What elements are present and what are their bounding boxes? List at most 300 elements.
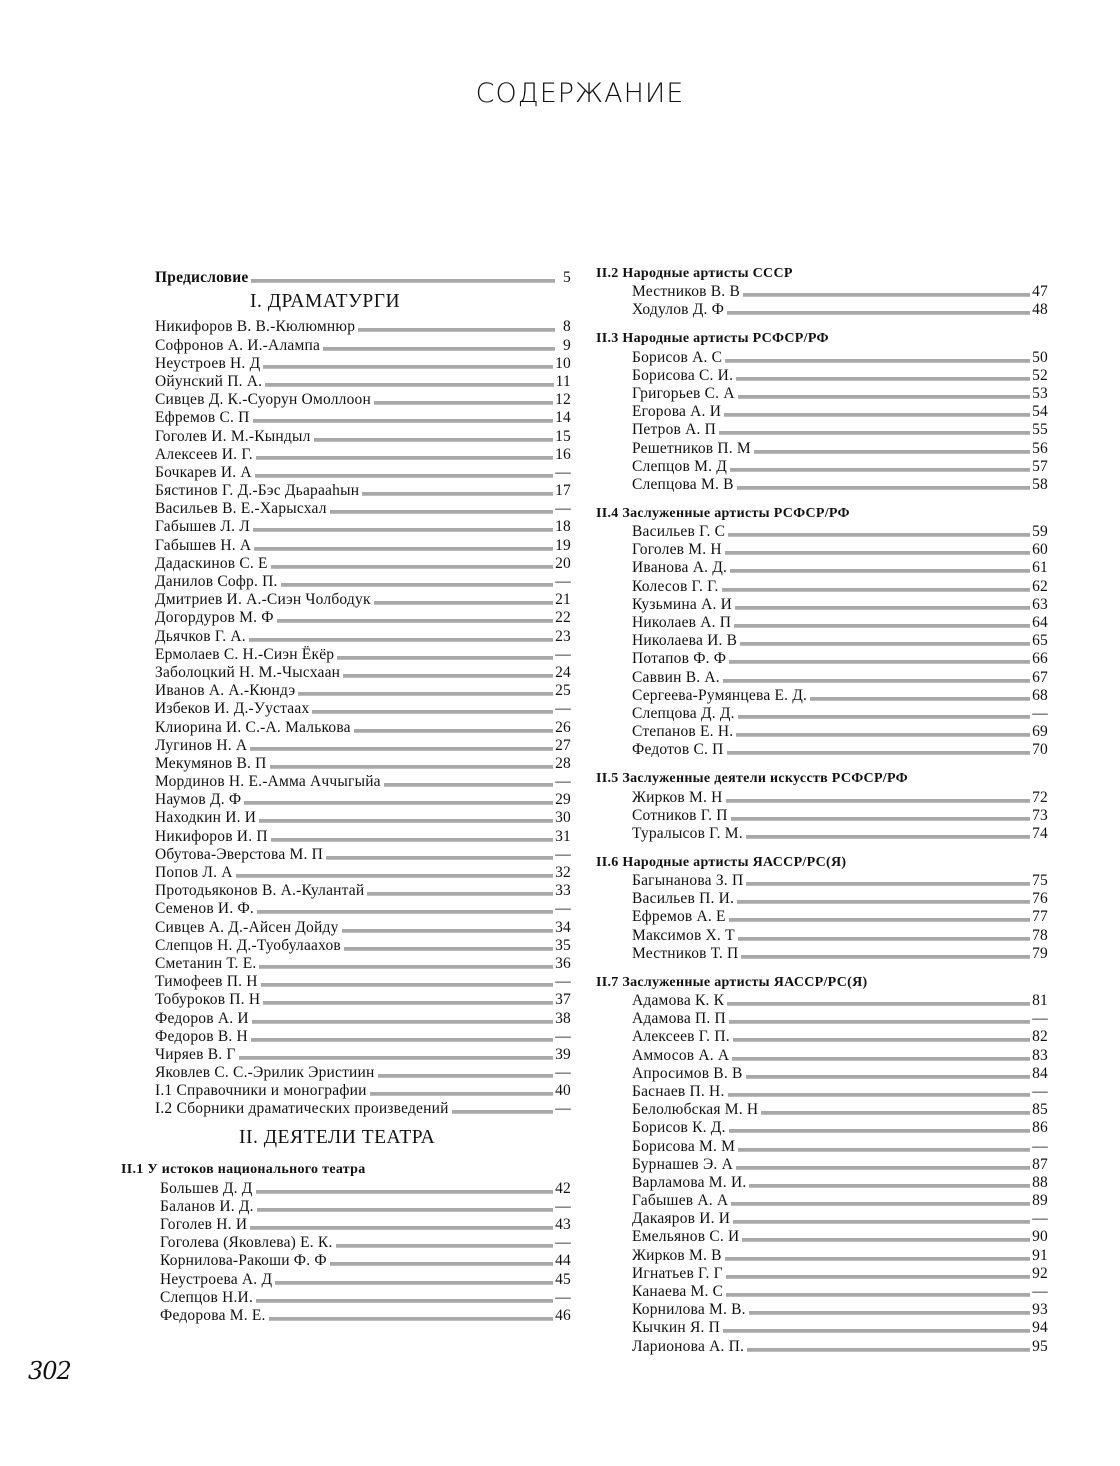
entry-name: Гоголев И. М.-Кындыл	[155, 427, 311, 445]
entry-name: Корнилова М. В.	[632, 1301, 746, 1319]
toc-entry[interactable]	[160, 1269, 571, 1287]
entry-name: Чиряев В. Г	[155, 1045, 236, 1063]
toc-entry[interactable]	[632, 1227, 1048, 1245]
leader-line	[330, 1262, 553, 1266]
entry-page: 88	[1032, 1173, 1048, 1191]
leader-line	[730, 569, 1030, 573]
entry-page: —	[1032, 1210, 1048, 1228]
leader-line	[250, 1226, 553, 1230]
leader-line	[263, 1001, 553, 1005]
leader-line	[728, 533, 1030, 537]
entry-page: 38	[555, 1009, 571, 1027]
section-entries	[596, 787, 1048, 842]
entry-page: 74	[1032, 824, 1048, 842]
toc-entry[interactable]	[160, 1197, 571, 1215]
toc-entry[interactable]	[632, 300, 1048, 318]
leader-line	[728, 1093, 1031, 1097]
leader-line	[725, 359, 1030, 363]
leader-line	[236, 874, 553, 878]
toc-entry[interactable]	[155, 372, 571, 390]
leader-line	[354, 729, 553, 733]
toc-entry[interactable]	[155, 736, 571, 754]
entry-name: Избеков И. Д.-Уустаах	[155, 700, 310, 718]
toc-entry[interactable]	[632, 1118, 1048, 1136]
leader-line	[738, 937, 1030, 941]
entry-name: Корнилова-Ракоши Ф. Ф	[160, 1252, 327, 1270]
leader-line	[337, 656, 553, 660]
section-title[interactable]: II.4 Заслуженные артисты РСФСР/РФ	[596, 505, 850, 521]
leader-line	[256, 456, 553, 460]
entry-page: 25	[555, 682, 571, 700]
toc-entry[interactable]	[160, 1306, 571, 1324]
toc-entry[interactable]	[155, 863, 571, 881]
leader-line	[727, 751, 1031, 755]
section-title[interactable]: II.6 Народные артисты ЯАССР/РС(Я)	[596, 854, 847, 870]
leader-line	[312, 710, 553, 714]
entry-name: Мекумянов В. П	[155, 754, 267, 772]
leader-line	[362, 492, 553, 496]
toc-entry[interactable]	[632, 1318, 1048, 1336]
entry-page: 36	[555, 954, 571, 972]
leader-line	[746, 882, 1030, 886]
toc-entry[interactable]	[155, 881, 571, 899]
toc-entry[interactable]	[155, 1063, 571, 1081]
entry-name: Лугинов Н. А	[155, 736, 248, 754]
leader-line	[743, 293, 1030, 297]
entry-page: 22	[555, 609, 571, 627]
toc-entry[interactable]	[155, 445, 571, 463]
entry-page: 34	[555, 918, 571, 936]
entry-name: Игнатьев Г. Г	[632, 1264, 723, 1282]
toc-entry[interactable]	[155, 354, 571, 372]
entry-name: Варламова М. И.	[632, 1173, 747, 1191]
toc-entry[interactable]	[155, 826, 571, 844]
leader-line	[722, 588, 1031, 592]
entry-name: Кычкин Я. П	[632, 1319, 721, 1337]
toc-entry[interactable]	[155, 481, 571, 499]
entry-name: Петров А. П	[632, 421, 717, 439]
toc-entry[interactable]	[632, 1136, 1048, 1154]
entry-page: 70	[1032, 741, 1048, 759]
entry-page: 85	[1032, 1101, 1048, 1119]
entry-name: Федорова М. Е.	[160, 1306, 266, 1324]
toc-entry[interactable]	[632, 1336, 1048, 1354]
toc-entry[interactable]	[155, 1099, 571, 1117]
entry-name: Борисова М. М	[632, 1137, 736, 1155]
toc-entry[interactable]	[632, 1100, 1048, 1118]
entry-name: Клиорина И. С.-А. Малькова	[155, 718, 351, 736]
entry-page: —	[1032, 1283, 1048, 1300]
leader-line	[269, 1317, 553, 1321]
toc-entry[interactable]	[632, 740, 1048, 758]
entry-name: Егорова А. И	[632, 403, 722, 421]
entry-name: Данилов Софр. П.	[155, 573, 278, 590]
toc-entry[interactable]	[155, 954, 571, 972]
entry-name: Слепцова Д. Д.	[632, 704, 735, 722]
entry-page: 24	[555, 663, 571, 681]
toc-entry[interactable]	[632, 991, 1048, 1009]
leader-line	[344, 947, 553, 951]
leader-line	[761, 1111, 1030, 1115]
entry-name: Ефремов С. П	[155, 409, 250, 427]
entry-page: 30	[555, 809, 571, 827]
toc-entry[interactable]	[160, 1251, 571, 1269]
toc-entry[interactable]	[155, 317, 571, 335]
toc-entry[interactable]	[632, 1009, 1048, 1027]
entry-name: Ларионова А. П.	[632, 1337, 745, 1355]
toc-entry[interactable]	[155, 899, 571, 917]
entry-page: 45	[555, 1270, 571, 1288]
entry-page: 9	[563, 336, 571, 354]
entry-page: 23	[555, 627, 571, 645]
entry-name: Максимов Х. Т	[632, 926, 735, 944]
entry-name: Ефремов А. Е	[632, 908, 726, 926]
toc-entry[interactable]	[632, 907, 1048, 925]
entry-name: Канаева М. С	[632, 1283, 724, 1300]
leader-line	[719, 431, 1030, 435]
leader-line	[725, 551, 1030, 555]
entry-page: 32	[555, 864, 571, 881]
toc-entry[interactable]	[632, 522, 1048, 540]
toc-entry[interactable]	[155, 1008, 571, 1026]
entry-page: —	[555, 1234, 571, 1252]
toc-entry[interactable]	[155, 972, 571, 990]
toc-entry[interactable]	[632, 686, 1048, 704]
leader-line	[749, 1311, 1030, 1315]
leader-line	[249, 638, 553, 642]
toc-entry[interactable]	[155, 645, 571, 663]
toc-entry[interactable]	[160, 1215, 571, 1233]
toc-entry[interactable]	[155, 845, 571, 863]
entry-page: 91	[1032, 1246, 1048, 1264]
entry-page: 19	[555, 536, 571, 554]
toc-entry[interactable]	[155, 1081, 571, 1099]
entry-page: —	[555, 463, 571, 481]
entry-page: 11	[555, 372, 571, 390]
section-title[interactable]: II.7 Заслуженные артисты ЯАССР/РС(Я)	[596, 974, 868, 990]
entry-page: 57	[1032, 457, 1048, 475]
entry-page: 66	[1032, 650, 1048, 668]
toc-entry[interactable]	[632, 649, 1048, 667]
entry-page: 42	[555, 1179, 571, 1197]
section-title[interactable]: II.5 Заслуженные деятели искусств РСФСР/РФ	[596, 771, 908, 787]
leader-line	[727, 311, 1030, 315]
entry-name: Семенов И. Ф.	[155, 900, 254, 918]
leader-line	[733, 1220, 1030, 1224]
leader-line	[343, 674, 553, 678]
entry-name: I.1 Справочники и монографии	[155, 1082, 367, 1100]
toc-entry[interactable]	[155, 1045, 571, 1063]
entry-page: 79	[1032, 944, 1048, 962]
dramatists-list	[155, 317, 571, 1117]
toc-entry[interactable]	[155, 590, 571, 608]
toc-entry[interactable]	[155, 554, 571, 572]
toc-entry[interactable]	[155, 499, 571, 517]
entry-name: Васильев П. И.	[632, 890, 735, 908]
toc-entry[interactable]	[160, 1288, 571, 1306]
leader-line	[729, 1020, 1030, 1024]
leader-line	[741, 955, 1030, 959]
leader-line	[374, 401, 553, 405]
toc-entry[interactable]	[632, 347, 1048, 365]
entry-page: 65	[1032, 632, 1048, 650]
toc-entry[interactable]	[155, 917, 571, 935]
entry-name: Слепцов Н. Д.-Туобулаахов	[155, 936, 341, 954]
toc-entry[interactable]	[632, 944, 1048, 962]
entry-name: Гоголев М. Н	[632, 541, 722, 559]
leader-line	[747, 1348, 1030, 1352]
toc-entry[interactable]	[632, 1245, 1048, 1263]
entry-name: Дакаяров И. И	[632, 1210, 731, 1228]
entry-page: 55	[1032, 421, 1048, 439]
entry-page: —	[1032, 1010, 1048, 1028]
toc-entry[interactable]	[632, 1209, 1048, 1227]
leader-line	[251, 279, 555, 283]
entry-name: Тобуроков П. Н	[155, 991, 261, 1009]
toc-entry[interactable]	[632, 1027, 1048, 1045]
toc-entry[interactable]	[632, 420, 1048, 438]
toc-entry[interactable]	[155, 463, 571, 481]
entry-name: Саввин В. А.	[632, 668, 720, 686]
entry-name: Бочкарев И. А	[155, 463, 252, 481]
entry-page: 48	[1032, 301, 1048, 319]
entry-name: Алексеев Г. П.	[632, 1028, 730, 1046]
toc-entry[interactable]	[155, 990, 571, 1008]
entry-page: 89	[1032, 1192, 1048, 1210]
leader-line	[726, 1275, 1030, 1279]
leader-line	[730, 468, 1030, 472]
toc-entry[interactable]	[632, 889, 1048, 907]
toc-section	[596, 265, 1048, 318]
entry-name: Аммосов А. А	[632, 1046, 730, 1064]
toc-entry[interactable]	[155, 717, 571, 735]
leader-line	[255, 474, 554, 478]
entry-page: 93	[1032, 1301, 1048, 1319]
part-heading-dramatists: I. ДРАМАТУРГИ	[250, 291, 401, 313]
leader-line	[358, 328, 555, 332]
entry-page: 92	[1032, 1264, 1048, 1282]
entry-page: —	[555, 773, 571, 791]
entry-name: Попов Л. А	[155, 864, 233, 881]
leader-line	[746, 835, 1030, 839]
toc-entry[interactable]	[632, 613, 1048, 631]
part-heading-theatre-figures: II. ДЕЯТЕЛИ ТЕАТРА	[239, 1127, 436, 1149]
entry-page: 21	[555, 591, 571, 609]
toc-entry[interactable]	[632, 595, 1048, 613]
toc-entry[interactable]	[155, 626, 571, 644]
leader-line	[740, 642, 1030, 646]
entry-page: 60	[1032, 541, 1048, 559]
entry-page: —	[555, 973, 571, 991]
section-title[interactable]: II.1 У истоков национального театра	[121, 1162, 366, 1178]
entry-name: Сивцев Д. К.-Суорун Омоллоон	[155, 391, 371, 409]
section-title[interactable]: II.3 Народные артисты РСФСР/РФ	[596, 331, 829, 347]
entry-page: 75	[1032, 872, 1048, 890]
entry-name: Колесов Г. Г.	[632, 577, 719, 595]
toc-entry[interactable]	[155, 772, 571, 790]
leader-line	[251, 1038, 553, 1042]
toc-left-column	[121, 268, 571, 1324]
entry-page: —	[555, 573, 571, 590]
toc-entry[interactable]	[155, 1027, 571, 1045]
entry-page: —	[555, 645, 571, 663]
toc-entry[interactable]	[155, 390, 571, 408]
entry-name: Белолюбская М. Н	[632, 1101, 759, 1119]
leader-line	[810, 697, 1030, 701]
entry-page: —	[555, 1027, 571, 1045]
toc-section	[596, 770, 1048, 842]
leader-line	[732, 1057, 1030, 1061]
toc-entry[interactable]	[632, 806, 1048, 824]
toc-entry[interactable]	[632, 631, 1048, 649]
entry-page: 44	[555, 1252, 571, 1270]
toc-entry[interactable]	[155, 663, 571, 681]
entry-name: Григорьев С. А	[632, 384, 735, 402]
entry-page: 87	[1032, 1155, 1048, 1173]
toc-entry[interactable]	[155, 790, 571, 808]
entry-page: 62	[1032, 577, 1048, 595]
leader-line	[738, 1148, 1030, 1152]
toc-entry[interactable]	[155, 335, 571, 353]
leader-line	[253, 419, 554, 423]
toc-entry[interactable]	[155, 517, 571, 535]
toc-entry[interactable]	[632, 1300, 1048, 1318]
leader-line	[742, 1238, 1030, 1242]
leader-line	[257, 1208, 554, 1212]
toc-entry[interactable]	[632, 540, 1048, 558]
toc-entry[interactable]	[155, 754, 571, 772]
entry-page: —	[555, 845, 571, 863]
entry-page: 26	[555, 718, 571, 736]
toc-entry[interactable]	[632, 475, 1048, 493]
toc-entry[interactable]	[632, 282, 1048, 300]
entry-name: Борисов А. С	[632, 348, 723, 366]
toc-section	[596, 974, 1048, 1355]
leader-line	[734, 624, 1030, 628]
toc-entry[interactable]	[632, 1155, 1048, 1173]
toc-entry[interactable]	[632, 402, 1048, 420]
entry-name: Никифоров И. П	[155, 827, 268, 845]
entry-page: 39	[555, 1045, 571, 1063]
toc-entry[interactable]	[155, 572, 571, 590]
toc-entry[interactable]	[155, 808, 571, 826]
entry-name: Бястинов Г. Д.-Бэс Дьарааhын	[155, 482, 360, 500]
toc-entry-preface[interactable]	[155, 268, 571, 286]
entry-name: Большев Д. Д	[160, 1179, 253, 1197]
entry-name: Местников Т. П	[632, 944, 739, 962]
leader-line	[265, 383, 553, 387]
toc-entry[interactable]	[155, 408, 571, 426]
toc-entry[interactable]	[632, 576, 1048, 594]
toc-entry[interactable]	[632, 457, 1048, 475]
entry-page: 27	[555, 736, 571, 754]
entry-page: 35	[555, 936, 571, 954]
entry-name: Туралысов Г. М.	[632, 824, 743, 842]
entry-name: Гоголева (Яковлева) Е. К.	[160, 1234, 333, 1252]
toc-section	[121, 1161, 571, 1324]
entry-page: 72	[1032, 788, 1048, 806]
toc-entry[interactable]	[632, 1173, 1048, 1191]
toc-entry[interactable]	[160, 1233, 571, 1251]
entry-name: Гоголев Н. И	[160, 1216, 248, 1233]
entry-name: Заболоцкий Н. М.-Чысхаан	[155, 663, 341, 681]
entry-page: 5	[563, 269, 571, 287]
leader-line	[281, 583, 554, 587]
toc-entry[interactable]	[632, 722, 1048, 740]
section-entries	[596, 347, 1048, 493]
entry-page: 17	[555, 482, 571, 500]
section-title[interactable]: II.2 Народные артисты СССР	[596, 266, 793, 281]
toc-entry[interactable]	[632, 1045, 1048, 1063]
toc-entry[interactable]	[632, 925, 1048, 943]
entry-name: Дадаскинов С. Е	[155, 554, 268, 572]
leader-line	[738, 395, 1030, 399]
leader-line	[277, 619, 553, 623]
leader-line	[314, 438, 554, 442]
entry-page: 43	[555, 1216, 571, 1233]
entry-page: 47	[1032, 283, 1048, 301]
entry-page: 69	[1032, 723, 1048, 741]
toc-entry[interactable]	[632, 704, 1048, 722]
entry-page: 78	[1032, 926, 1048, 944]
entry-name: Слепцов М. Д	[632, 457, 727, 475]
entry-name: Баланов И. Д.	[160, 1197, 254, 1215]
entry-page: 61	[1032, 559, 1048, 577]
entry-page: 63	[1032, 595, 1048, 613]
entry-page: 82	[1032, 1028, 1048, 1046]
toc-entry[interactable]	[632, 1191, 1048, 1209]
toc-entry[interactable]	[632, 871, 1048, 889]
toc-entry[interactable]	[632, 787, 1048, 805]
toc-entry[interactable]	[632, 384, 1048, 402]
leader-line	[738, 715, 1031, 719]
entry-name: Борисов К. Д.	[632, 1119, 726, 1137]
toc-entry[interactable]	[155, 681, 571, 699]
toc-entry[interactable]	[155, 936, 571, 954]
toc-entry[interactable]	[155, 699, 571, 717]
entry-page: 73	[1032, 806, 1048, 824]
entry-page: 68	[1032, 686, 1048, 704]
toc-entry[interactable]	[632, 667, 1048, 685]
entry-name: Николаева И. В	[632, 632, 738, 650]
leader-line	[737, 486, 1030, 490]
leader-line	[336, 1244, 554, 1248]
toc-entry[interactable]	[632, 558, 1048, 576]
toc-entry[interactable]	[632, 1064, 1048, 1082]
toc-entry[interactable]	[632, 1082, 1048, 1100]
toc-entry[interactable]	[155, 535, 571, 553]
leader-line	[726, 799, 1031, 803]
entry-page: 67	[1032, 668, 1048, 686]
entry-page: 77	[1032, 908, 1048, 926]
toc-entry[interactable]	[632, 1264, 1048, 1282]
toc-entry[interactable]	[160, 1178, 571, 1196]
leader-line	[254, 547, 553, 551]
toc-entry[interactable]	[632, 824, 1048, 842]
toc-entry[interactable]	[632, 1282, 1048, 1300]
entry-name: Баснаев П. Н.	[632, 1082, 725, 1100]
toc-entry[interactable]	[632, 438, 1048, 456]
entry-name: I.2 Сборники драматических произведений	[155, 1100, 449, 1118]
leader-line	[323, 347, 555, 351]
toc-entry[interactable]	[632, 366, 1048, 384]
toc-entry[interactable]	[155, 608, 571, 626]
leader-line	[257, 910, 553, 914]
toc-entry[interactable]	[155, 426, 571, 444]
entry-name: Местников В. В	[632, 283, 741, 301]
entry-page: 20	[555, 554, 571, 572]
leader-line	[729, 1129, 1030, 1133]
